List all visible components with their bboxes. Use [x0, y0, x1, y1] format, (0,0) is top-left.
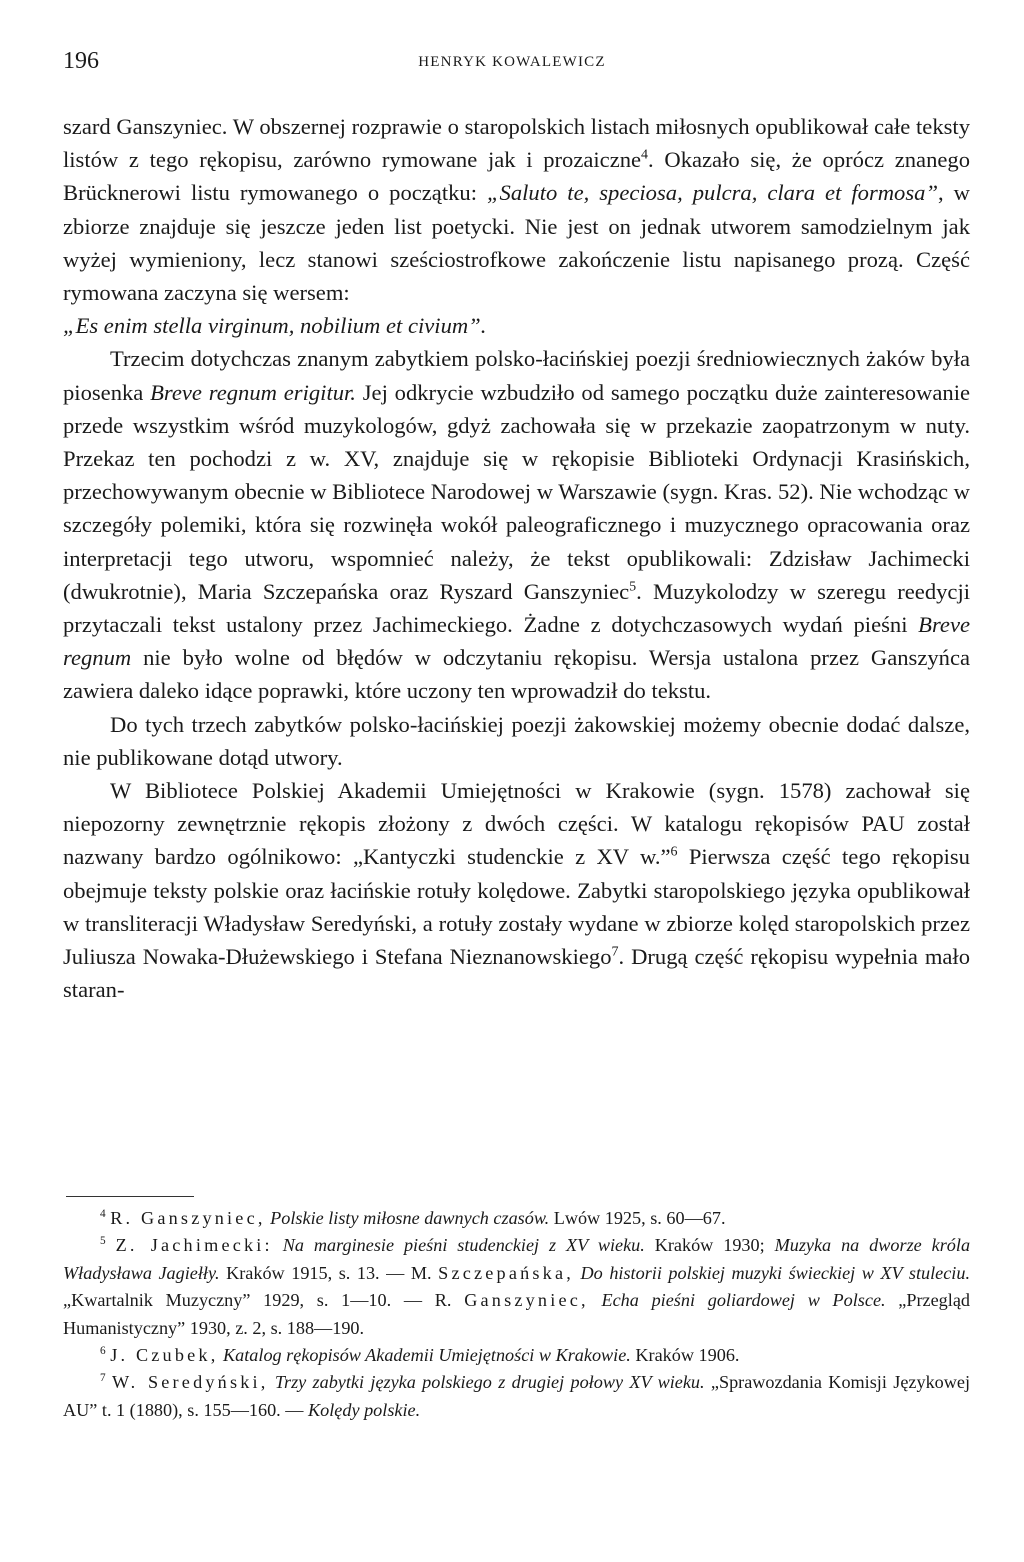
paragraph-2 [63, 342, 970, 707]
footnote-ref-4: 4 [641, 147, 649, 163]
main-text [63, 110, 970, 1006]
footnote-author: R. Ganszyniec, [110, 1208, 266, 1228]
paragraph-1 [63, 110, 970, 309]
footnote-title: Kolędy polskie. [308, 1399, 421, 1420]
text-run: Pierwsza część tego rękopisu obejmuje teksty polskie oraz łacińskie rotuły kolędowe. Zabytki staropolskiego języka opublikował w transliteracji Władysław Seredyński, a rotuły zostały wydane w zbiorze kolęd staropolskich przez Juliusza Nowaka-Dłużewskiego i Stefana Nieznanowskiego [63, 844, 970, 970]
running-head: HENRYK KOWALEWICZ [418, 54, 606, 70]
paragraph-3: Do tych trzech zabytków polsko-łacińskiej poezji żakowskiej możemy obecnie dodać dalsze, nie publikowane dotąd utwory. [63, 711, 970, 770]
footnotes [63, 1205, 970, 1424]
title-breve-regnum: Breve regnum erigitur. [150, 379, 356, 405]
text-run: , w zbiorze znajduje się jeszcze jeden list poetycki. Nie jest on jednak utworem samodzielnym jak wyżej wymieniony, lecz stanowi sześciostrofkowe zakończenie listu napisanego prozą. Część rymowana zaczyna się wersem: [63, 180, 970, 306]
footnote-6 [63, 1342, 970, 1369]
quote-saluto: „Saluto te, speciosa, pulcra, clara et formosa” [486, 180, 939, 206]
footnote-author: W. Seredyński, [111, 1372, 269, 1393]
footnote-author: Z. Jachimecki: [115, 1235, 273, 1256]
page-number: 196 [63, 48, 99, 74]
quote-es-enim: „Es enim stella virginum, nobilium et civium”. [63, 313, 487, 339]
footnote-author: Ganszyniec, [464, 1290, 589, 1311]
footnote-title: Polskie listy miłosne dawnych czasów. [270, 1208, 550, 1228]
text-run: Jej odkrycie wzbudziło od samego początku duże zainteresowanie przede wszystkim wśród muzykologów, gdyż zachowała się w przekazie zaopatrzonym w nuty. Przekaz ten pochodzi z w. XV, znajduje się w rękopisie Biblioteki Ordynacji Krasińskich, przechowywanym obecnie w Bibliotece Narodowej w Warszawie (sygn. Kras. 52). Nie wchodząc w szczegóły polemiki, która się rozwinęła wokół paleograficznego i muzycznego opracowania oraz interpretacji tego utworu, wspomnieć należy, że tekst opublikowali: Zdzisław Jachimecki (dwukrotnie), Maria Szczepańska oraz Ryszard Ganszyniec [63, 379, 970, 604]
footnote-number: 5 [100, 1235, 106, 1248]
footnote-7 [63, 1369, 970, 1424]
quote-line [63, 309, 970, 342]
text-run: . Drugą część rękopisu wypełnia mało staran- [63, 944, 971, 1003]
text-run: . Muzykolodzy w szeregu reedycji przytaczali tekst ustalony przez Jachimeckiego. Żadne z dotychczasowych wydań pieśni [63, 578, 971, 638]
text-run: W Bibliotece Polskiej Akademii Umiejętności w Krakowie (sygn. 1578) zachował się niepozorny zewnętrznie rękopis złożony z dwóch części. W katalogu rękopisów PAU został nazwany bardzo ogólnikowo: „Kantyczki studenckie z XV w.” [63, 778, 970, 870]
footnote-title: Echa pieśni goliardowej w Polsce. [601, 1290, 886, 1311]
footnote-ref-7: 7 [611, 944, 619, 960]
text-run: nie było wolne od błędów w odczytaniu rękopisu. Wersja ustalona przez Ganszyńca zawiera daleko idące poprawki, które uczony ten wprowadził do tekstu. [63, 645, 970, 704]
footnote-title: Trzy zabytki języka polskiego z drugiej połowy XV wieku. [274, 1372, 705, 1393]
footnote-ref-6: 6 [670, 844, 678, 860]
title-breve-regnum-2: Breve regnum [63, 612, 970, 671]
paragraph-4 [63, 774, 970, 1006]
footnote-author: J. Czubek, [110, 1345, 219, 1366]
footnote-text: „Kwartalnik Muzyczny” 1929, s. 1—10. — R. [63, 1290, 465, 1311]
footnote-text: Kraków 1906. [630, 1345, 740, 1366]
footnote-text: Kraków 1930; [644, 1235, 775, 1256]
footnote-title: Muzyka na dworze króla Władysława Jagiełły. [63, 1235, 971, 1283]
footnote-text: „Przegląd Humanistyczny” 1930, z. 2, s. 188—190. [63, 1290, 970, 1338]
footnote-number: 6 [100, 1344, 106, 1357]
text-run: . Okazało się, że oprócz znanego Brücknerowi listu rymowanego o początku: [63, 147, 970, 206]
footnote-number: 4 [100, 1207, 106, 1220]
footnote-text: Kraków 1915, s. 13. — M. [219, 1262, 439, 1283]
footnote-divider [66, 1196, 194, 1197]
footnote-ref-5: 5 [629, 579, 637, 595]
text-run: szard Ganszyniec. W obszernej rozprawie o staropolskich listach miłosnych opublikował całe teksty listów z tego rękopisu, zarówno rymowane jak i prozaiczne [63, 114, 970, 173]
footnote-4 [63, 1205, 970, 1232]
footnote-number: 7 [100, 1372, 106, 1385]
footnote-5 [63, 1232, 970, 1342]
text-run: Trzecim dotychczas znanym zabytkiem polsko-łacińskiej poezji średniowiecznych żaków była piosenka [63, 346, 970, 405]
footnote-title: Katalog rękopisów Akademii Umiejętności w Krakowie. [223, 1345, 631, 1366]
footnote-text: Lwów 1925, s. 60—67. [549, 1208, 726, 1228]
page-header [63, 48, 961, 88]
footnote-title: Do historii polskiej muzyki świeckiej w XV stuleciu. [580, 1262, 970, 1283]
footnote-text: „Sprawozdania Komisji Językowej AU” t. 1 (1880), s. 155—160. — [63, 1372, 971, 1420]
footnote-title: Na marginesie pieśni studenckiej z XV wieku. [282, 1235, 645, 1256]
footnote-author: Szczepańska, [438, 1262, 574, 1283]
